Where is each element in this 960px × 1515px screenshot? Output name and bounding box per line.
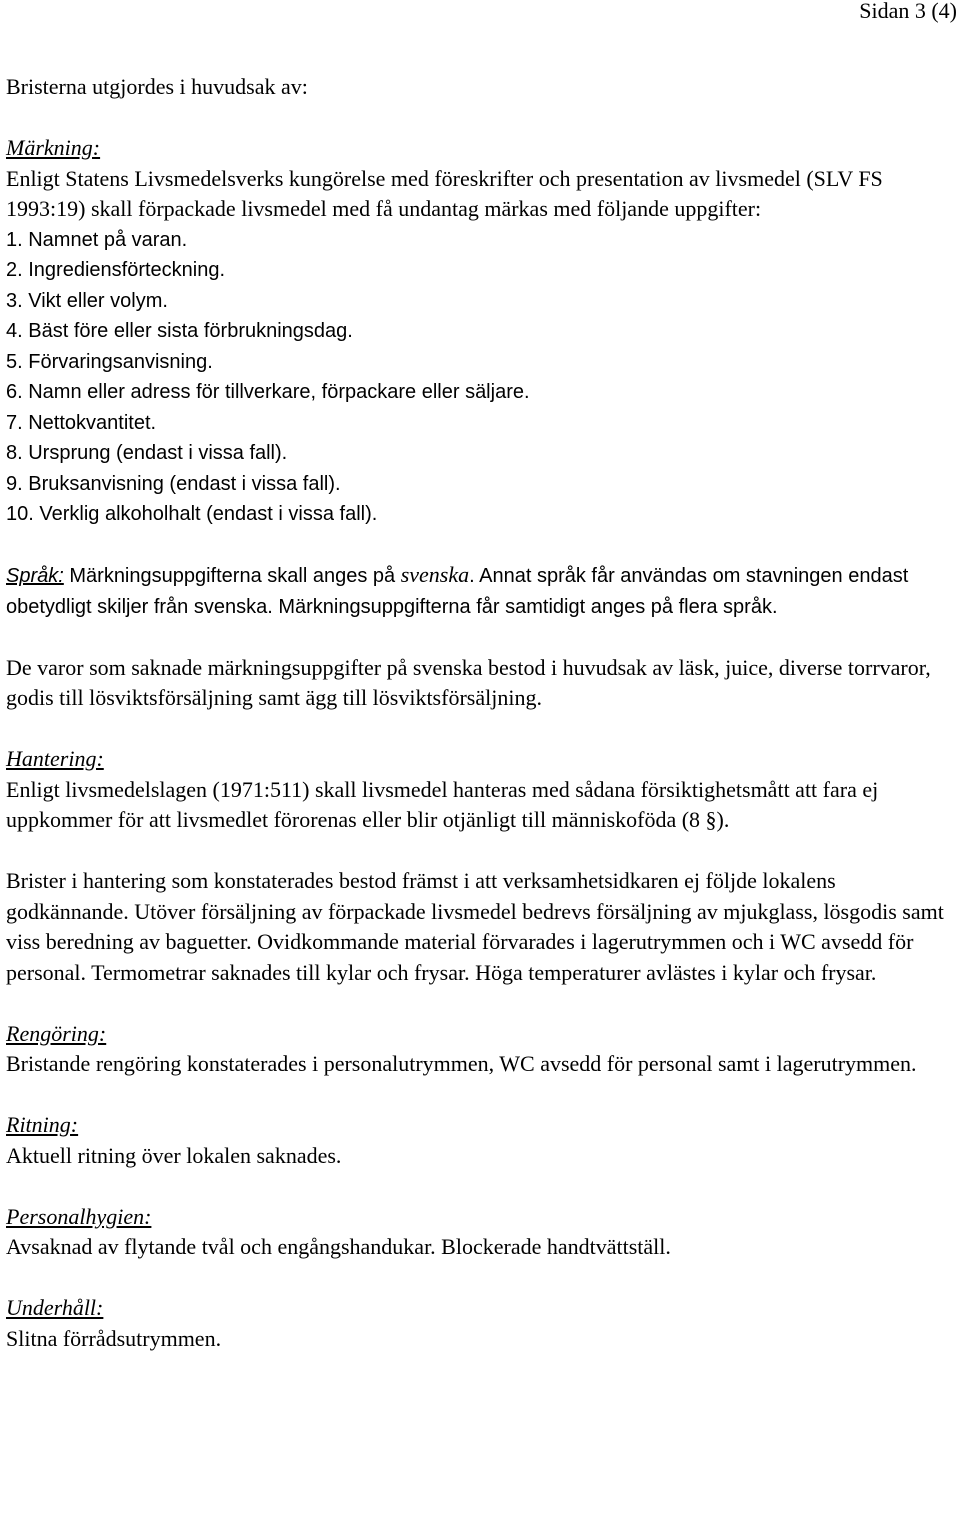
list-item: 5. Förvaringsanvisning.: [6, 350, 213, 373]
language-label: Språk:: [6, 565, 64, 587]
goods-paragraph: De varor som saknade märkningsuppgifter på svenska bestod i huvudsak av läsk, juice, diverse torrvaror, godis till lösviktsförsäljning samt ägg till lösviktsförsäljning.: [6, 654, 931, 710]
section-heading-marking: Märkning:: [6, 135, 101, 160]
list-item: 10. Verklig alkoholhalt (endast i vissa fall).: [6, 503, 378, 525]
section-heading-maintenance: Underhåll:: [6, 1295, 104, 1320]
marking-list: [6, 225, 951, 530]
page-number: Sidan 3 (4): [859, 0, 957, 23]
cleaning-text: Bristande rengöring konstaterades i personalutrymmen, WC avsedd för personal samt i lagerutrymmen.: [6, 1051, 917, 1076]
section-heading-cleaning: Rengöring:: [6, 1020, 107, 1046]
handling-findings: Brister i hantering som konstaterades bestod främst i att verksamhetsidkaren ej följde lokalens godkännande. Utöver försäljning av förpackade livsmedel bedrevs försäljning av mjukglass, lösgodis samt viss beredning av baguetter. Ovidkommande material förvarades i lagerutrymmen och i WC avsedd för personal. Termometrar saknades till kylar och frysar. Höga temperaturer avlästes i kylar och frysar.: [6, 868, 944, 985]
language-text-b: . Annat språk får användas om stavningen endast obetydligt skiljer från svenska. Märkningsuppgifterna får samtidigt anges på flera språk.: [6, 565, 909, 618]
document-body: [6, 72, 951, 1354]
list-item: 9. Bruksanvisning (endast i vissa fall).: [6, 472, 341, 495]
language-text-a: Märkningsuppgifterna skall anges på: [63, 565, 401, 587]
hygiene-text: Avsaknad av flytande tvål och engångshandukar. Blockerade handtvättställ.: [6, 1234, 671, 1259]
language-paragraph: [6, 560, 951, 622]
list-item: 4. Bäst före eller sista förbrukningsdag.: [6, 320, 353, 342]
list-item: 3. Vikt eller volym.: [6, 289, 168, 312]
list-item: 2. Ingrediensförteckning.: [6, 259, 226, 281]
section-heading-drawing: Ritning:: [6, 1112, 79, 1137]
marking-text: Enligt Statens Livsmedelsverks kungörelse med föreskrifter och presentation av livsmedel (SLV FS 1993:19) skall förpackade livsmedel med få undantag märkas med följande uppgifter:: [6, 165, 883, 221]
language-emphasis: svenska: [400, 562, 470, 587]
list-item: 8. Ursprung (endast i vissa fall).: [6, 442, 288, 464]
section-heading-handling: Hantering:: [6, 746, 104, 771]
section-heading-hygiene: Personalhygien:: [6, 1203, 152, 1229]
maintenance-text: Slitna förrådsutrymmen.: [6, 1325, 222, 1351]
drawing-text: Aktuell ritning över lokalen saknades.: [6, 1142, 342, 1168]
list-item: 1. Namnet på varan.: [6, 228, 188, 251]
intro-text: Bristerna utgjordes i huvudsak av:: [6, 74, 308, 99]
handling-text: Enligt livsmedelslagen (1971:511) skall livsmedel hanteras med sådana försiktighetsmått att fara ej uppkommer för att livsmedlet förorenas eller blir otjänligt till människoföda (8 §).: [6, 776, 879, 832]
list-item: 6. Namn eller adress för tillverkare, förpackare eller säljare.: [6, 381, 530, 403]
list-item: 7. Nettokvantitet.: [6, 411, 157, 434]
